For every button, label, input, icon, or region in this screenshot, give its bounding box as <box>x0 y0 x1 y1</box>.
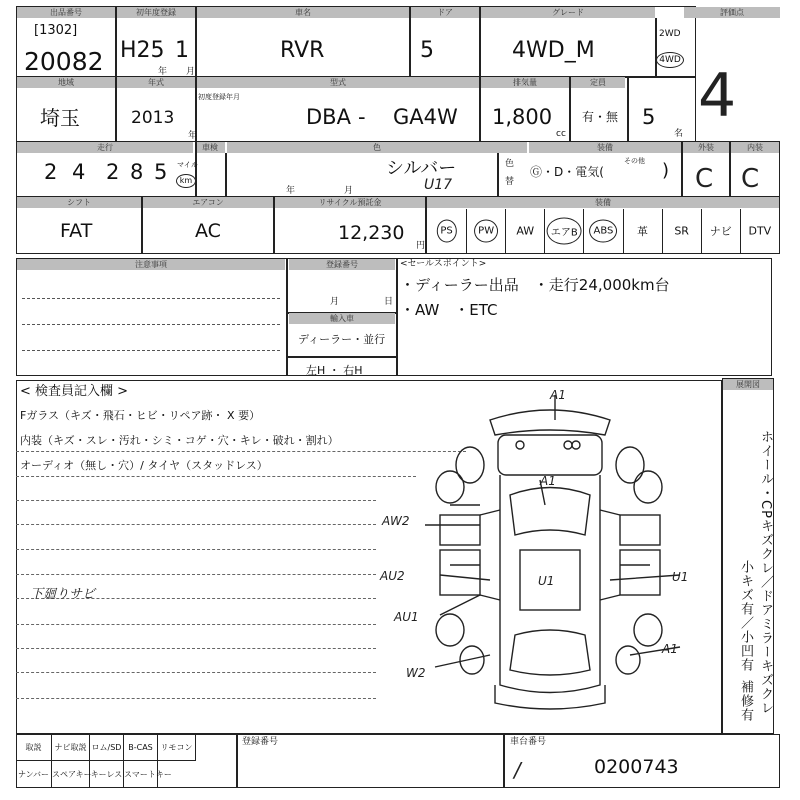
dealer-line1: ディーラー・並行 <box>298 333 386 346</box>
model-year-unit: 年 <box>188 131 198 141</box>
footer-chassis-label: 車台番号 <box>510 737 547 747</box>
dealer-box-title: 輸入車 <box>289 313 395 324</box>
mileage-unit-mile: マイル <box>177 161 198 169</box>
seats-unit: 名 <box>674 129 684 139</box>
yen-unit: 円 <box>416 241 426 251</box>
mileage-digit: 8 <box>130 160 144 184</box>
cc-unit: cc <box>556 129 566 139</box>
reg-month-label: 月 <box>330 297 340 307</box>
mileage-digit: 5 <box>154 160 168 184</box>
diagram-mark: U1 <box>672 570 689 584</box>
registration-header: 登録番号 <box>289 259 395 270</box>
divider <box>627 76 629 142</box>
footer-item: スマートキー <box>124 761 158 788</box>
equipment-label: エアB <box>547 218 582 245</box>
ruled-line <box>16 524 376 525</box>
footer-item: スペアキー <box>52 761 90 788</box>
inspector-title: < 検査員記入欄 > <box>20 384 129 399</box>
region-header: 地域 <box>17 77 115 88</box>
equipment-cell <box>427 209 466 253</box>
equipment-label: ナビ <box>709 225 732 238</box>
region: 埼玉 <box>40 106 80 130</box>
divider <box>273 196 275 254</box>
equipment-header: 装備 <box>427 197 779 208</box>
chassis-prefix: DBA <box>306 105 351 129</box>
color-label-a: 色 <box>505 159 515 169</box>
diagram-mark: AU2 <box>380 569 405 583</box>
color-other: その他 <box>624 157 645 165</box>
diagram-mark: W2 <box>406 666 426 680</box>
diagram-label: 展開図 <box>723 379 773 390</box>
maker-header: 車名 <box>197 7 409 18</box>
aircon-header: エアコン <box>143 197 273 208</box>
lot-number: 20082 <box>24 47 104 76</box>
equipment-cell <box>544 209 583 253</box>
divider <box>236 734 238 788</box>
inspector-line: Fガラス（キズ・飛石・ヒビ・リペア跡・ X 要） <box>20 409 261 422</box>
diagram-mark: A1 <box>550 388 566 402</box>
recycle-fee: 12,230 <box>338 222 405 244</box>
lot-code: [1302] <box>34 23 78 38</box>
model-year: 2013 <box>131 108 175 128</box>
equipment-cell <box>583 209 622 253</box>
ruled-line <box>16 624 376 625</box>
trans-header: シフト <box>17 197 141 208</box>
notes-header: 注意事項 <box>17 259 285 270</box>
recycle-header: リサイクル預託金 <box>275 197 425 208</box>
inspection-header: 車検 <box>195 142 225 153</box>
chassis-number: 0200743 <box>594 756 679 778</box>
diagram-mark: U1 <box>538 574 555 588</box>
diagram-mark: A1 <box>662 642 678 656</box>
first-reg-note: 初度登録年月 <box>198 93 240 101</box>
divider <box>225 153 227 198</box>
side-note-3: 補修有 <box>738 680 753 722</box>
ruled-line <box>16 648 376 649</box>
chassis-header: 型式 <box>197 77 479 88</box>
mileage-unit-km: km <box>176 174 196 188</box>
year-header: 初年度登録 <box>117 7 195 18</box>
equipment-cell <box>701 209 740 253</box>
color-close: ) <box>662 160 670 181</box>
divider <box>286 258 288 376</box>
month-unit: 月 <box>186 67 196 77</box>
displacement: 1,800 <box>492 105 553 129</box>
ruled-line <box>16 549 376 550</box>
interior-grade: C <box>695 164 714 194</box>
equipment-header-top: 装備 <box>529 142 681 153</box>
first-reg-month: 1 <box>175 38 189 63</box>
footer-reg-label: 登録番号 <box>242 737 279 747</box>
divider <box>569 76 571 142</box>
equipment-cell <box>466 209 505 253</box>
car-name: RVR <box>280 38 325 63</box>
first-reg-era: H25 <box>120 38 165 63</box>
grade: 4WD_M <box>512 38 595 63</box>
divider <box>497 153 499 198</box>
transmission: FAT <box>60 220 93 242</box>
year-unit: 年 <box>158 67 168 77</box>
note-line <box>22 350 280 351</box>
divider <box>396 258 398 376</box>
chassis-separator: - <box>358 105 366 129</box>
inspection-year-unit: 年 <box>286 186 296 196</box>
inspector-line: 内装（キズ・スレ・汚れ・シミ・コゲ・穴・キレ・破れ・割れ） <box>20 434 339 447</box>
diagram-mark: AU1 <box>394 610 419 624</box>
drive-4wd: 4WD <box>656 52 684 68</box>
side-note: ホイール・CPキズクレ／ドアミラーキズクレ <box>758 430 773 715</box>
seats-header: 定員 <box>571 77 625 88</box>
interior-header: 外装 <box>683 142 729 153</box>
ruled-line <box>16 500 376 501</box>
ruled-line <box>16 672 376 673</box>
divider <box>141 196 143 254</box>
equipment-label: SR <box>674 224 689 238</box>
equipment-label: DTV <box>748 224 772 238</box>
color-name: シルバー <box>386 158 457 179</box>
aircon: AC <box>195 220 221 242</box>
note-line <box>22 298 280 299</box>
color-header: 色 <box>227 142 527 153</box>
sales-point-line: ・ディーラー出品 ・走行24,000km台 <box>400 276 670 294</box>
dealer-line2: 左H ・ 右H <box>306 364 363 377</box>
divider <box>286 356 396 358</box>
footer-item: リモコン <box>158 734 196 761</box>
score-header: 評価点 <box>684 7 780 18</box>
equipment-label: AW <box>516 224 535 238</box>
lot-header: 出品番号 <box>17 7 115 18</box>
chassis-code: GA4W <box>393 105 458 129</box>
color-label-b: 替 <box>505 177 515 187</box>
seats-choice: 有・無 <box>582 110 619 124</box>
divider <box>681 141 683 198</box>
inspection-month-unit: 月 <box>344 186 354 196</box>
divider <box>195 141 197 198</box>
sales-points-header: <セールスポイント> <box>400 259 487 269</box>
equipment-label: PW <box>474 220 498 243</box>
mileage-digit: 2 <box>106 160 120 184</box>
model-year-header: 年式 <box>117 77 195 88</box>
footer-item: ナンバー <box>16 761 52 788</box>
footer-item: ロム/SD <box>90 734 124 761</box>
divider <box>503 734 505 788</box>
score-value: 4 <box>698 61 737 131</box>
inspector-line: オーディオ（無し・穴）/ タイヤ（スタッドレス） <box>20 459 268 472</box>
equipment-label: 革 <box>637 225 649 238</box>
exterior-grade: C <box>741 164 760 194</box>
footer-item: ナビ取説 <box>52 734 90 761</box>
car-diagram <box>380 385 720 730</box>
mileage-digit: 2 <box>44 160 58 184</box>
equipment-label: PS <box>436 220 456 243</box>
equipment-cell <box>662 209 701 253</box>
sales-point-line: ・AW ・ETC <box>400 301 498 319</box>
ruled-line <box>16 574 376 575</box>
reg-day-label: 日 <box>384 297 394 307</box>
diagram-mark: AW2 <box>382 514 410 528</box>
footer-item: B-CAS <box>124 734 158 761</box>
side-note-2: 小キズ有／小凹有 <box>738 560 753 672</box>
footer-slash: / <box>514 758 521 782</box>
underbody-note: 下廻りサビ <box>30 587 96 602</box>
ruled-line <box>16 698 376 699</box>
footer-item: キーレス <box>90 761 124 788</box>
divider <box>729 141 731 198</box>
mileage-header: 走行 <box>17 142 193 153</box>
equipment-cell <box>505 209 544 253</box>
drive-2wd: 2WD <box>659 29 681 39</box>
displacement-header: 排気量 <box>481 77 569 88</box>
mileage-digit: 4 <box>72 160 86 184</box>
equipment-label: ABS <box>590 220 618 243</box>
equipment-cell <box>623 209 662 253</box>
footer-item: 取説 <box>16 734 52 761</box>
note-line <box>22 324 280 325</box>
exterior-header: 内装 <box>731 142 779 153</box>
equipment-cell <box>740 209 779 253</box>
divider <box>655 18 657 78</box>
divider <box>409 6 411 78</box>
diagram-mark: A1 <box>540 474 556 488</box>
color-code: U17 <box>424 177 453 193</box>
door-count: 5 <box>420 38 434 63</box>
doors-header: ドア <box>411 7 479 18</box>
ruled-line <box>16 476 416 477</box>
seats: 5 <box>642 105 656 129</box>
grade-header: グレード <box>481 7 655 18</box>
color-options: Ⓖ・D・電気( <box>530 165 604 179</box>
